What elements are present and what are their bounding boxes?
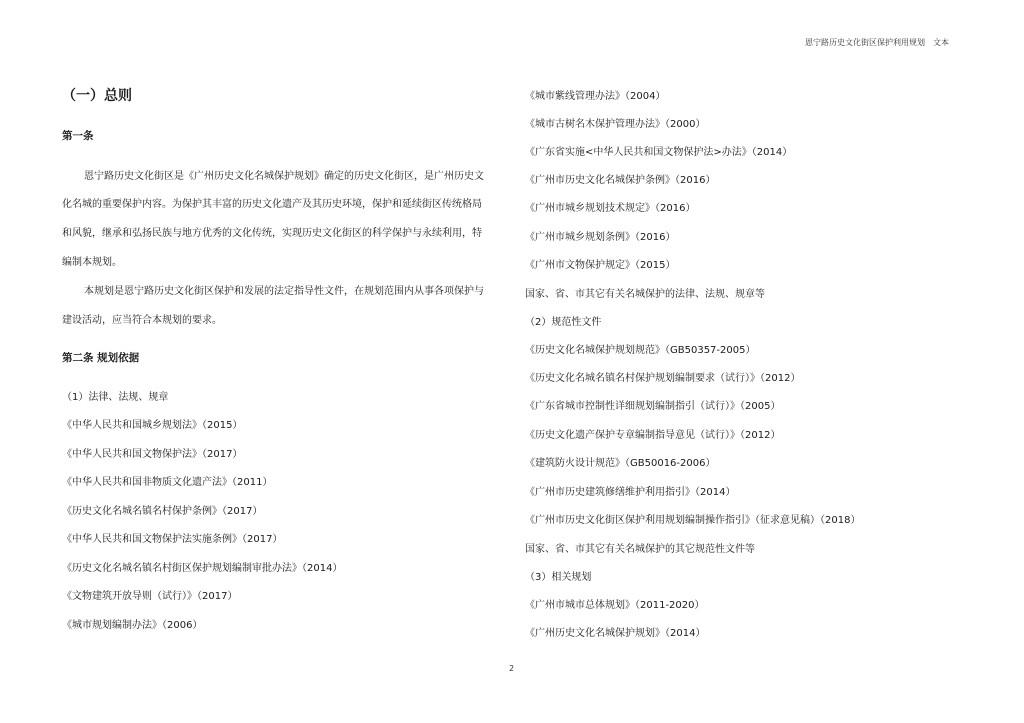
article-1-paragraph-2-line: 建设活动，应当符合本规划的要求。	[62, 315, 222, 326]
list-item: 《文物建筑开放导则（试行）》（2017）	[62, 591, 238, 602]
list-item: 《广州市城乡规划条例》（2016）	[525, 232, 676, 243]
article-1-paragraph-1-line: 和风貌，继承和弘扬民族与地方优秀的文化传统，实现历史文化街区的科学保护与永续利用，特	[62, 228, 482, 239]
list-item: 《中华人民共和国城乡规划法》（2015）	[62, 420, 243, 431]
article-1-paragraph-1-line: 编制本规划。	[62, 257, 122, 268]
page-number: 2	[509, 664, 515, 673]
article-1-paragraph-1-line: 化名城的重要保护内容。为保护其丰富的历史文化遗产及其历史环境，保护和延续街区传统格局	[62, 199, 482, 210]
list-item: 《历史文化名城名镇名村保护条例》（2017）	[62, 506, 263, 517]
list-item: 《广州市城乡规划技术规定》（2016）	[525, 203, 696, 214]
list-item: 《历史文化名城名镇名村街区保护规划编制审批办法》（2014）	[62, 563, 343, 574]
list-item: 《广州市文物保护规定》（2015）	[525, 260, 676, 271]
list-item: 《广东省实施<中华人民共和国文物保护法>办法》（2014）	[525, 147, 793, 158]
list-item: 《城市规划编制办法》（2006）	[62, 620, 203, 631]
list-item: 《历史文化名城名镇名村保护规划编制要求（试行）》（2012）	[525, 373, 801, 384]
list-item: 《城市古树名木保护管理办法》（2000）	[525, 119, 706, 130]
list-item: 国家、省、市其它有关名城保护的法律、法规、规章等	[525, 289, 765, 300]
article-1-paragraph-1-line: 恩宁路历史文化街区是《广州历史文化名城保护规划》确定的历史文化街区，是广州历史文	[84, 171, 484, 182]
list-item: 《广东省城市控制性详细规划编制指引（试行）》（2005）	[525, 401, 781, 412]
list-item: 《建筑防火设计规范》（GB50016-2006）	[525, 458, 716, 469]
list-item: （3）相关规划	[525, 572, 592, 583]
list-item: 《广州历史文化名城保护规划》（2014）	[525, 628, 706, 639]
list-item: 《中华人民共和国文物保护法实施条例》（2017）	[62, 534, 283, 545]
list-item: 《历史文化名城保护规划规范》（GB50357-2005）	[525, 345, 756, 356]
article-1-title: 第一条	[62, 130, 94, 142]
list-item: （2）规范性文件	[525, 317, 602, 328]
list-item: 国家、省、市其它有关名城保护的其它规范性文件等	[525, 544, 755, 555]
section-title: （一）总则	[62, 88, 132, 104]
list-item: 《历史文化遗产保护专章编制指导意见（试行）》（2012）	[525, 430, 781, 441]
document-header: 恩宁路历史文化街区保护利用规划 文本	[805, 38, 949, 47]
article-2-title: 第二条 规划依据	[62, 352, 140, 364]
list-item: 《广州市历史文化名城保护条例》（2016）	[525, 175, 716, 186]
list-item: 《中华人民共和国文物保护法》（2017）	[62, 449, 243, 460]
list-item: （1）法律、法规、规章	[62, 392, 169, 403]
list-item: 《中华人民共和国非物质文化遗产法》（2011）	[62, 477, 273, 488]
list-item: 《城市紫线管理办法》（2004）	[525, 91, 666, 102]
article-1-paragraph-2-line: 本规划是恩宁路历史文化街区保护和发展的法定指导性文件，在规划范围内从事各项保护与	[84, 286, 484, 297]
list-item: 《广州市历史建筑修缮维护利用指引》（2014）	[525, 487, 736, 498]
list-item: 《广州市城市总体规划》（2011-2020）	[525, 600, 705, 611]
list-item: 《广州市历史文化街区保护利用规划编制操作指引》（征求意见稿）（2018）	[525, 515, 861, 526]
